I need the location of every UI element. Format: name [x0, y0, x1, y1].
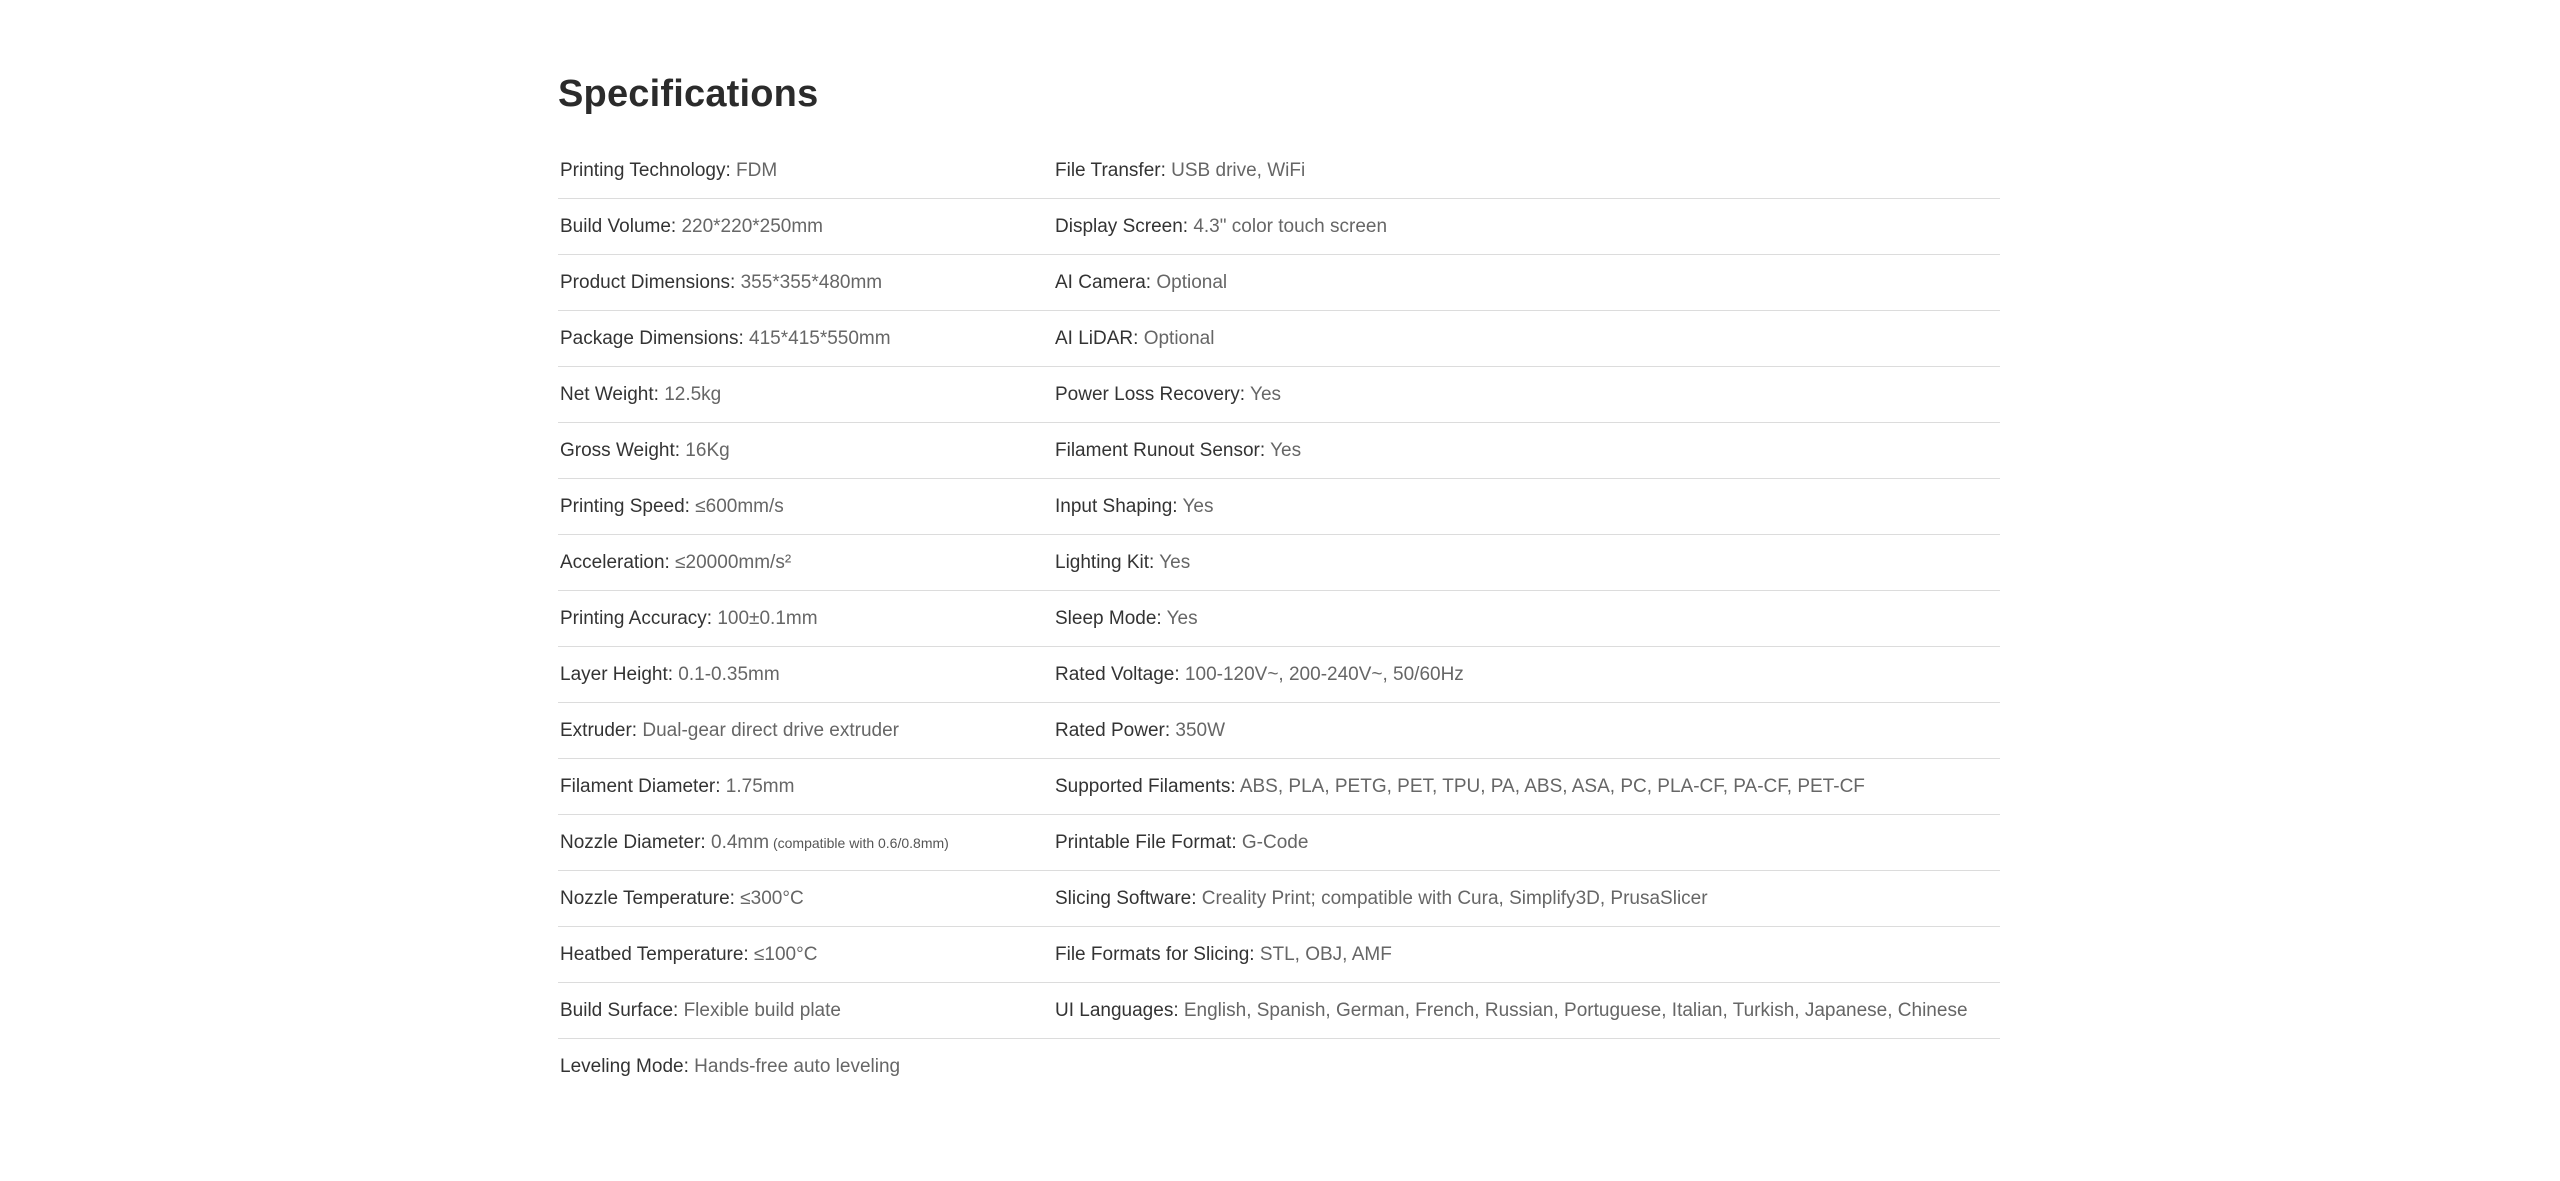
spec-value: 350W — [1170, 719, 1226, 741]
spec-label: Printing Speed: — [560, 495, 690, 517]
spec-label: Printing Accuracy: — [560, 607, 713, 629]
spec-label: Input Shaping: — [1055, 495, 1178, 517]
spec-item-right — [1055, 719, 2000, 743]
spec-value: FDM — [730, 159, 778, 181]
spec-row — [558, 871, 2000, 927]
spec-value: Optional — [1151, 271, 1228, 293]
spec-row — [558, 927, 2000, 983]
spec-row — [558, 591, 2000, 647]
spec-item-right — [1055, 551, 2000, 575]
spec-label: Slicing Software: — [1055, 887, 1197, 909]
spec-item-left — [558, 327, 1055, 351]
spec-row — [558, 479, 2000, 535]
spec-item-right — [1055, 663, 2000, 687]
spec-label: AI LiDAR: — [1055, 327, 1139, 349]
spec-item-left — [558, 943, 1055, 967]
spec-label: Layer Height: — [560, 663, 674, 685]
spec-row — [558, 983, 2000, 1039]
spec-label: Rated Voltage: — [1055, 663, 1180, 685]
spec-label: Gross Weight: — [560, 439, 681, 461]
spec-item-right — [1055, 215, 2000, 239]
spec-label: Filament Diameter: — [560, 775, 721, 797]
spec-value: English, Spanish, German, French, Russian, Portuguese, Italian, Turkish, Japanese, Chinese — [1178, 999, 1968, 1021]
spec-label: Nozzle Diameter: — [560, 831, 706, 853]
spec-item-left — [558, 215, 1055, 239]
section-title: Specifications — [558, 73, 819, 115]
spec-label: Heatbed Temperature: — [560, 943, 749, 965]
spec-item-right — [1055, 383, 2000, 407]
spec-value: ≤20000mm/s² — [669, 551, 792, 573]
spec-label: Build Surface: — [560, 999, 679, 1021]
spec-label: Printing Technology: — [560, 159, 731, 181]
spec-row — [558, 1039, 2000, 1094]
spec-label: Filament Runout Sensor: — [1055, 439, 1266, 461]
spec-label: UI Languages: — [1055, 999, 1179, 1021]
spec-value: ≤100°C — [748, 943, 818, 965]
spec-item-right — [1055, 607, 2000, 631]
spec-label: Leveling Mode: — [560, 1055, 689, 1077]
spec-row — [558, 199, 2000, 255]
spec-value: 4.3" color touch screen — [1188, 215, 1388, 237]
spec-label: Display Screen: — [1055, 215, 1189, 237]
spec-label: Sleep Mode: — [1055, 607, 1162, 629]
spec-value: ≤300°C — [734, 887, 804, 909]
spec-value: 16Kg — [680, 439, 730, 461]
spec-label: Printable File Format: — [1055, 831, 1237, 853]
spec-value: Flexible build plate — [678, 999, 841, 1021]
spec-item-left — [558, 551, 1055, 575]
spec-label: Build Volume: — [560, 215, 677, 237]
spec-item-left — [558, 495, 1055, 519]
spec-item-left — [558, 159, 1055, 183]
spec-note: (compatible with 0.6/0.8mm) — [769, 834, 949, 851]
spec-item-left — [558, 271, 1055, 295]
spec-value: Yes — [1245, 383, 1282, 405]
spec-label: Package Dimensions: — [560, 327, 744, 349]
spec-item-right — [1055, 439, 2000, 463]
spec-row — [558, 143, 2000, 199]
spec-item-right — [1055, 999, 2000, 1023]
spec-label: Acceleration: — [560, 551, 670, 573]
spec-row — [558, 367, 2000, 423]
spec-label: Power Loss Recovery: — [1055, 383, 1246, 405]
spec-row — [558, 255, 2000, 311]
spec-value: 220*220*250mm — [676, 215, 824, 237]
spec-value: 0.1-0.35mm — [673, 663, 780, 685]
spec-item-left — [558, 775, 1055, 799]
spec-label: Rated Power: — [1055, 719, 1171, 741]
spec-item-left — [558, 383, 1055, 407]
spec-value: Yes — [1265, 439, 1302, 461]
spec-item-right — [1055, 887, 2000, 911]
spec-row — [558, 647, 2000, 703]
spec-label: Extruder: — [560, 719, 638, 741]
spec-label: File Transfer: — [1055, 159, 1166, 181]
spec-label: Nozzle Temperature: — [560, 887, 735, 909]
spec-value: ≤600mm/s — [689, 495, 784, 517]
spec-item-right — [1055, 327, 2000, 351]
spec-item-right — [1055, 943, 2000, 967]
spec-item-left — [558, 719, 1055, 743]
spec-value: Yes — [1161, 607, 1198, 629]
spec-value: Yes — [1154, 551, 1191, 573]
spec-label: AI Camera: — [1055, 271, 1152, 293]
spec-value: ABS, PLA, PETG, PET, TPU, PA, ABS, ASA, PC, PLA-CF, PA-CF, PET-CF — [1235, 775, 1865, 797]
spec-value: Creality Print; compatible with Cura, Simplify3D, PrusaSlicer — [1196, 887, 1708, 909]
spec-item-left — [558, 439, 1055, 463]
spec-row — [558, 423, 2000, 479]
spec-value: 415*415*550mm — [743, 327, 891, 349]
spec-value: Dual-gear direct drive extruder — [637, 719, 899, 741]
spec-item-left — [558, 1055, 1055, 1079]
spec-label: Net Weight: — [560, 383, 659, 405]
spec-item-right — [1055, 831, 2000, 855]
spec-value: 100-120V~, 200-240V~, 50/60Hz — [1179, 663, 1464, 685]
spec-value: Yes — [1177, 495, 1214, 517]
spec-row — [558, 759, 2000, 815]
spec-value: Optional — [1138, 327, 1215, 349]
spec-item-right — [1055, 495, 2000, 519]
spec-label: Lighting Kit: — [1055, 551, 1155, 573]
spec-label: Supported Filaments: — [1055, 775, 1236, 797]
spec-row — [558, 311, 2000, 367]
spec-value: G-Code — [1236, 831, 1309, 853]
spec-item-left — [558, 999, 1055, 1023]
spec-row — [558, 815, 2000, 871]
spec-value: 100±0.1mm — [712, 607, 818, 629]
spec-label: File Formats for Slicing: — [1055, 943, 1255, 965]
spec-item-right — [1055, 271, 2000, 295]
spec-value: 0.4mm — [705, 831, 770, 853]
spec-value: 355*355*480mm — [735, 271, 883, 293]
spec-value: 12.5kg — [658, 383, 722, 405]
spec-item-left — [558, 887, 1055, 911]
spec-value: Hands-free auto leveling — [688, 1055, 901, 1077]
spec-item-right — [1055, 159, 2000, 183]
spec-item-right — [1055, 775, 2000, 799]
spec-label: Product Dimensions: — [560, 271, 736, 293]
spec-value: 1.75mm — [720, 775, 795, 797]
spec-item-left — [558, 607, 1055, 631]
spec-value: STL, OBJ, AMF — [1254, 943, 1392, 965]
spec-item-left — [558, 831, 1055, 855]
spec-value: USB drive, WiFi — [1165, 159, 1306, 181]
spec-item-left — [558, 663, 1055, 687]
spec-row — [558, 703, 2000, 759]
spec-table — [558, 143, 2000, 1094]
spec-row — [558, 535, 2000, 591]
